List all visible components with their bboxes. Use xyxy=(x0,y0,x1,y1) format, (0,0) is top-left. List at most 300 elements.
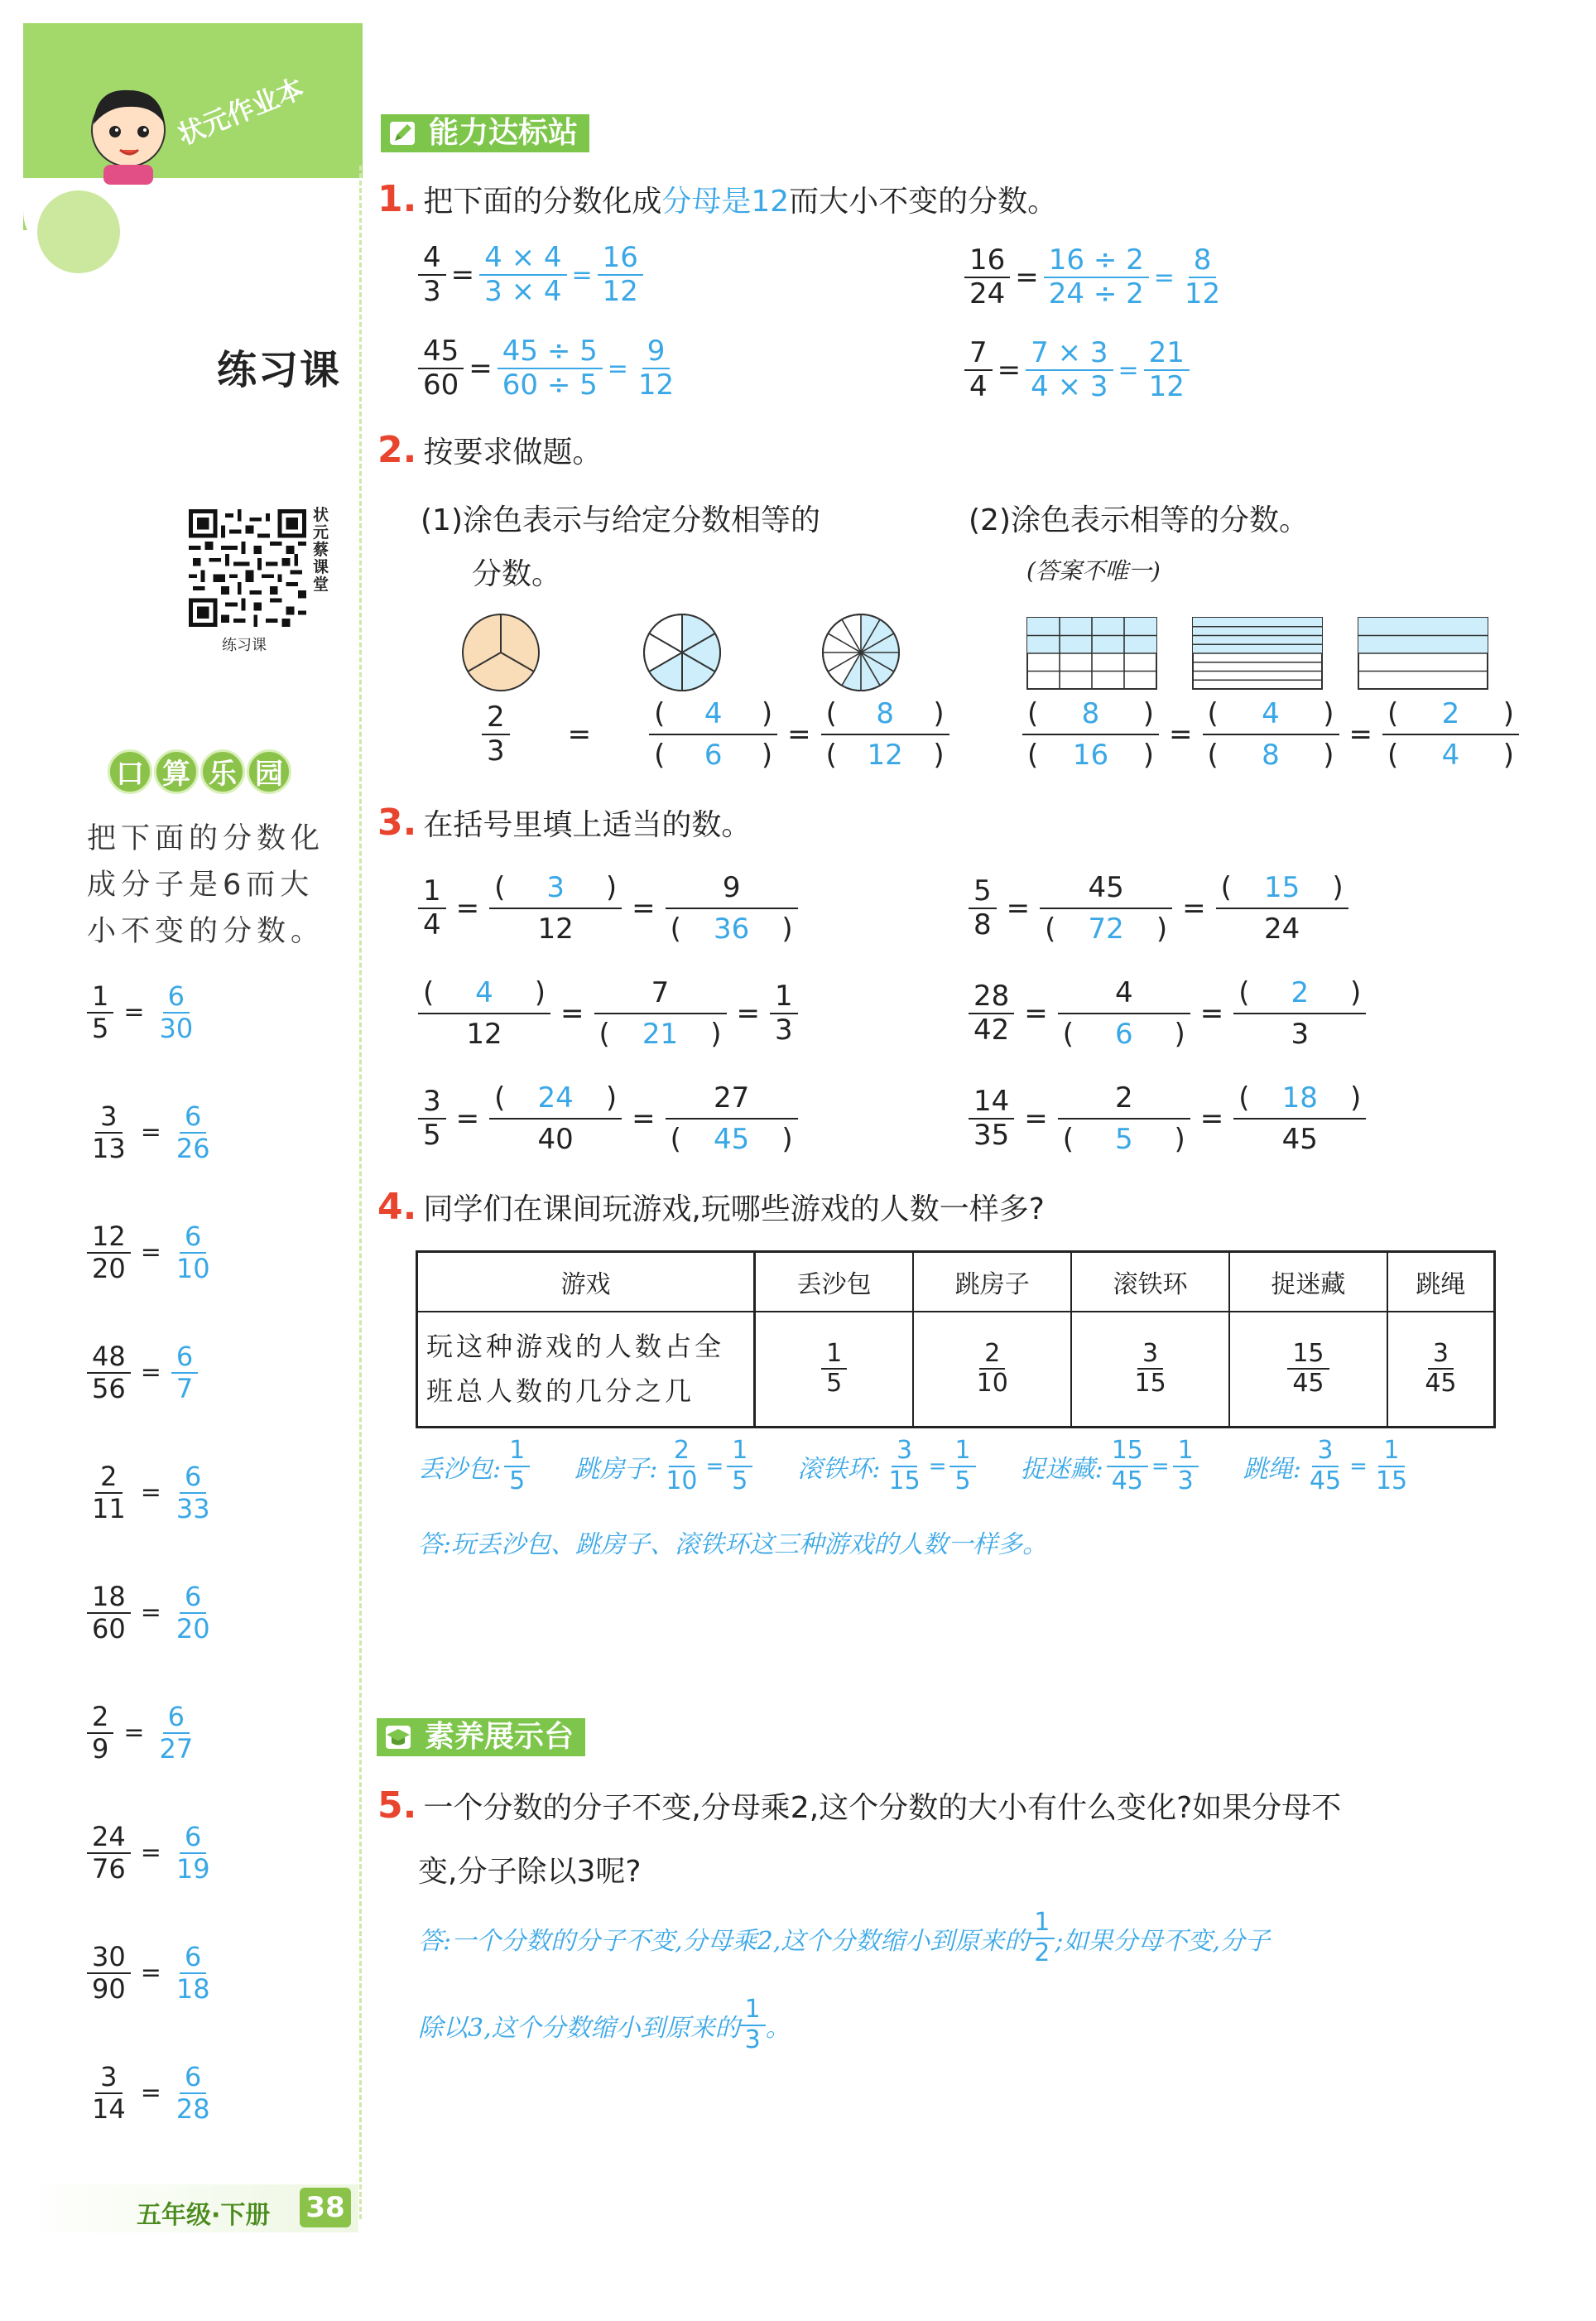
q2-answer-fraction: ( 2 ) ( 4 ) xyxy=(1382,694,1519,775)
equals-sign: = xyxy=(140,1118,161,1148)
equals-sign: = xyxy=(571,260,593,290)
corner-circle xyxy=(37,190,120,273)
fraction-numerator: 8 xyxy=(1189,244,1217,278)
fraction-numerator: 21 xyxy=(1144,337,1190,371)
fraction xyxy=(964,244,1010,311)
fraction-denominator: 4 xyxy=(969,370,988,404)
fraction-denominator: 7 xyxy=(175,1372,194,1404)
q3-item xyxy=(418,1078,798,1159)
table-cell xyxy=(1071,1312,1229,1428)
equals-sign: = xyxy=(1199,1102,1224,1136)
fraction-numerator: 18 xyxy=(87,1582,131,1614)
fraction-denominator: 5 xyxy=(954,1466,971,1495)
fraction-numerator: 1 xyxy=(1029,1909,1055,1939)
given-value: 9 xyxy=(722,871,741,904)
work-label: 跳绳: xyxy=(1243,1454,1301,1484)
equals-sign: = xyxy=(140,1598,161,1628)
fraction xyxy=(479,242,566,308)
fraction xyxy=(1305,1437,1346,1495)
paren-fraction: ( 15 ) 24 xyxy=(1216,868,1348,949)
answer-denominator: 16 xyxy=(1072,739,1109,773)
fraction-numerator: 14 xyxy=(969,1086,1014,1120)
fraction xyxy=(1180,244,1225,311)
fraction-denominator: 26 xyxy=(175,1132,210,1164)
fraction-numerator: 4 xyxy=(418,242,446,276)
q1-text-b: 而大小不变的分数。 xyxy=(789,185,1058,219)
q1-number: 1. xyxy=(377,178,417,220)
fraction-denominator: 35 xyxy=(973,1119,1010,1153)
answer-fraction xyxy=(740,1996,766,2054)
q2-answer-fraction: ( 8 ) ( 16 ) xyxy=(1022,694,1159,775)
answer-numerator: 8 xyxy=(876,697,894,730)
fraction-numerator: 24 xyxy=(87,1822,131,1854)
equals-sign: = xyxy=(140,1838,161,1868)
paren-fraction: ( 2 ) 3 xyxy=(1233,973,1366,1054)
fraction xyxy=(171,1942,215,2005)
q4-work-item xyxy=(574,1437,752,1495)
fraction-denominator: 12 xyxy=(637,368,675,402)
fraction xyxy=(418,242,446,308)
q3-item xyxy=(418,973,798,1054)
games-table xyxy=(416,1250,1496,1428)
q2-part1-line1: (1)涂色表示与给定分数相等的 xyxy=(421,503,820,537)
q2-given-row xyxy=(482,694,949,775)
q2-part2-row xyxy=(1022,694,1519,775)
fraction-numerator: 6 xyxy=(180,1461,206,1494)
fraction-denominator: 3 xyxy=(744,2025,761,2054)
calc-item xyxy=(87,1101,215,1164)
graduation-cap-icon xyxy=(383,1723,413,1751)
answer-value: 6 xyxy=(1114,1018,1133,1052)
paren-fraction: ( 18 ) 45 xyxy=(1233,1078,1366,1159)
fraction-numerator: 28 xyxy=(969,980,1014,1014)
fraction xyxy=(504,1437,530,1495)
q3-text: 在括号里填上适当的数。 xyxy=(423,808,752,842)
fraction-numerator: 15 xyxy=(1287,1340,1329,1370)
fraction-numerator: 2 xyxy=(87,1702,113,1734)
fraction-numerator: 6 xyxy=(163,1702,190,1734)
fraction-numerator: 1 xyxy=(418,875,446,909)
equals-sign: = xyxy=(997,354,1022,388)
calc-instruction: 把下面的分数化成分子是6而大小不变的分数。 xyxy=(87,822,325,948)
fraction-numerator: 48 xyxy=(87,1341,131,1374)
paren-fraction: 27 ( 45 ) xyxy=(666,1078,798,1159)
answer-value: 45 xyxy=(714,1123,750,1157)
fraction-denominator: 24 xyxy=(969,277,1006,311)
calc-item xyxy=(87,1461,215,1524)
row-label-line: 班总人数的几分之几 xyxy=(426,1375,695,1408)
paren-fraction: 45 ( 72 ) xyxy=(1040,868,1172,949)
brand-title: 状元作业本 xyxy=(173,72,309,152)
fraction-denominator: 12 xyxy=(602,275,638,309)
work-label: 滚铁环: xyxy=(797,1454,881,1484)
equals-sign: = xyxy=(928,1453,947,1479)
paren-fraction: ( 24 ) 40 xyxy=(489,1078,622,1159)
fraction-denominator: 24 ÷ 2 xyxy=(1048,277,1144,311)
calc-item xyxy=(87,1822,215,1885)
answer-text: 除以3,这个分数缩小到原来的 xyxy=(418,2013,740,2043)
fraction-denominator: 3 × 4 xyxy=(484,275,562,309)
calc-item xyxy=(87,2062,215,2125)
footer-grade: 五年级·下册 xyxy=(137,2201,271,2230)
fraction xyxy=(171,1221,215,1284)
answer-denominator: 12 xyxy=(867,739,903,773)
given-value: 12 xyxy=(537,913,574,946)
fraction-numerator: 6 xyxy=(180,1101,206,1134)
answer-denominator: 4 xyxy=(1441,739,1460,773)
fraction-denominator: 3 xyxy=(775,1014,793,1047)
qr-side-label: 状元蔡课堂 xyxy=(313,506,329,594)
calc-item xyxy=(87,1702,198,1765)
equals-sign: = xyxy=(140,1958,161,1988)
fraction-denominator: 27 xyxy=(159,1732,194,1765)
answer-value: 24 xyxy=(537,1081,574,1115)
bar-eighths xyxy=(1192,617,1323,690)
table-header-cell: 跳房子 xyxy=(913,1252,1071,1312)
pie-thirds xyxy=(459,611,542,694)
table-header-row xyxy=(417,1252,1495,1312)
fraction xyxy=(1371,1437,1412,1495)
equals-sign: = xyxy=(1151,1453,1170,1479)
q5-answer-line1 xyxy=(418,1909,1270,1967)
fraction-denominator: 60 xyxy=(423,368,459,402)
q4-work xyxy=(418,1437,1412,1495)
fraction-numerator: 6 xyxy=(171,1341,198,1374)
fraction-numerator: 16 xyxy=(598,242,643,276)
fraction xyxy=(87,1221,131,1284)
table-cell xyxy=(1387,1312,1495,1428)
fraction-denominator: 3 xyxy=(423,275,441,309)
fraction-denominator: 9 xyxy=(92,1732,109,1765)
fraction xyxy=(1044,244,1149,311)
fraction xyxy=(87,1101,131,1164)
fraction-denominator: 90 xyxy=(92,1972,126,2005)
q2-part2: (2)涂色表示相等的分数。 xyxy=(969,503,1309,537)
work-label: 捉迷藏: xyxy=(1020,1454,1103,1484)
fraction xyxy=(633,335,679,402)
fraction-denominator: 30 xyxy=(159,1012,194,1044)
fraction-numerator: 6 xyxy=(163,981,190,1014)
fraction-numerator: 2 xyxy=(669,1437,695,1467)
table-header-cell: 捉迷藏 xyxy=(1229,1252,1387,1312)
fraction-denominator: 33 xyxy=(175,1492,210,1524)
calc-badge-char: 乐 xyxy=(200,749,245,794)
fraction xyxy=(87,1942,131,2005)
fraction xyxy=(87,1582,131,1644)
fraction-denominator: 3 xyxy=(1177,1466,1194,1495)
q1-prompt xyxy=(377,178,1057,220)
q4-prompt xyxy=(377,1186,1045,1228)
fraction-denominator: 14 xyxy=(92,2092,126,2125)
q4-text: 同学们在课间玩游戏,玩哪些游戏的人数一样多? xyxy=(423,1192,1045,1226)
fraction-denominator: 8 xyxy=(973,908,992,942)
fraction-denominator: 45 xyxy=(1309,1466,1342,1495)
q1-text-a: 把下面的分数化成 xyxy=(423,185,662,219)
calc-badge xyxy=(108,749,291,799)
fraction-denominator: 11 xyxy=(92,1492,126,1524)
fraction-numerator: 5 xyxy=(969,875,997,909)
fraction xyxy=(498,335,603,402)
fraction-denominator: 45 xyxy=(1425,1369,1457,1399)
equals-sign: = xyxy=(632,1102,656,1136)
fraction-numerator: 1 xyxy=(949,1437,975,1467)
q4-work-item xyxy=(797,1437,975,1495)
calc-item xyxy=(87,1221,215,1284)
answer-text: ;如果分母不变,分子 xyxy=(1055,1926,1271,1956)
fraction-denominator: 5 xyxy=(826,1369,843,1399)
q4-answer: 答:玩丢沙包、跳房子、滚铁环这三种游戏的人数一样多。 xyxy=(418,1530,1048,1559)
work-label: 跳房子: xyxy=(574,1454,658,1484)
fraction-denominator: 60 xyxy=(92,1612,126,1644)
answer-value: 72 xyxy=(1088,913,1124,946)
fraction-denominator: 45 xyxy=(1111,1466,1143,1495)
answer-value: 4 xyxy=(475,976,493,1009)
equals-sign: = xyxy=(1006,892,1031,926)
fraction-denominator: 42 xyxy=(973,1014,1010,1047)
answer-value: 18 xyxy=(1281,1081,1318,1115)
equals-sign: = xyxy=(632,892,656,926)
q1-item xyxy=(418,335,679,402)
fraction xyxy=(87,1461,131,1524)
equals-sign: = xyxy=(1118,355,1139,385)
fraction-numerator: 15 xyxy=(1107,1437,1148,1467)
fraction-denominator: 4 xyxy=(423,908,441,942)
table-row xyxy=(417,1312,1495,1428)
answer-denominator: 8 xyxy=(1262,739,1280,773)
answer-numerator: 2 xyxy=(1441,697,1460,730)
fraction xyxy=(155,1702,199,1765)
fraction xyxy=(1107,1437,1148,1495)
q3-number: 3. xyxy=(377,802,417,844)
q3-prompt xyxy=(377,802,751,844)
equals-sign: = xyxy=(123,1718,145,1748)
fraction-numerator: 3 xyxy=(892,1437,917,1467)
paren-fraction: 2 ( 5 ) xyxy=(1058,1078,1190,1159)
fraction-numerator: 3 xyxy=(1312,1437,1338,1467)
fraction-numerator: 1 xyxy=(504,1437,530,1467)
q2-text: 按要求做题。 xyxy=(423,436,603,469)
answer-value: 3 xyxy=(546,871,565,904)
q3-item xyxy=(418,868,798,949)
fraction xyxy=(770,980,798,1047)
q2-answer-fraction: ( 8 ) ( 12 ) xyxy=(821,694,949,775)
fraction xyxy=(171,1101,215,1164)
paren-fraction: 4 ( 6 ) xyxy=(1058,973,1190,1054)
q4-work-item xyxy=(1021,1437,1199,1495)
lesson-title: 练习课 xyxy=(217,347,342,393)
given-value: 4 xyxy=(1114,976,1133,1009)
fraction xyxy=(969,875,997,941)
equals-sign: = xyxy=(567,718,592,752)
fraction-numerator: 6 xyxy=(180,1221,206,1254)
equals-sign: = xyxy=(140,1358,161,1388)
answer-value: 2 xyxy=(1291,976,1310,1009)
fraction xyxy=(87,1822,131,1885)
fraction xyxy=(87,1702,113,1765)
fraction xyxy=(969,980,1014,1047)
fraction-numerator: 3 xyxy=(95,1101,122,1134)
equals-sign: = xyxy=(455,1102,480,1136)
fraction-numerator: 2 xyxy=(482,701,510,735)
fraction-numerator: 12 xyxy=(87,1221,131,1254)
fraction-denominator: 19 xyxy=(175,1852,210,1885)
fraction xyxy=(1173,1437,1199,1495)
fraction-denominator: 18 xyxy=(175,1972,210,2005)
answer-numerator: 4 xyxy=(704,697,723,730)
fraction xyxy=(171,1341,198,1404)
paren-fraction: 7 ( 21 ) xyxy=(594,973,727,1054)
answer-fraction xyxy=(1029,1909,1055,1967)
q5-line2: 变,分子除以3呢? xyxy=(418,1855,642,1889)
equals-sign: = xyxy=(1024,997,1048,1031)
calc-item xyxy=(87,981,198,1044)
answer-value: 15 xyxy=(1264,871,1300,904)
fraction-denominator: 3 xyxy=(487,734,505,768)
section-header-ability xyxy=(381,114,589,152)
equals-sign: = xyxy=(705,1453,724,1479)
equals-sign: = xyxy=(1024,1102,1048,1136)
q4-number: 4. xyxy=(377,1186,417,1228)
equals-sign: = xyxy=(1153,262,1175,292)
equals-sign: = xyxy=(469,352,493,386)
table-cell xyxy=(1229,1312,1387,1428)
equals-sign: = xyxy=(455,892,480,926)
q2-part1-line2: 分数。 xyxy=(472,557,562,591)
fraction-numerator: 2 xyxy=(95,1461,122,1494)
table-row-label xyxy=(417,1312,755,1428)
pie-twelfths xyxy=(820,611,902,694)
fraction xyxy=(964,337,993,403)
fraction-numerator: 45 xyxy=(418,335,464,369)
fraction-denominator: 76 xyxy=(92,1852,126,1885)
q2-part2-note: (答案不唯一) xyxy=(1026,557,1161,585)
fraction-denominator: 20 xyxy=(92,1252,126,1284)
calc-badge-char: 算 xyxy=(154,749,199,794)
fraction-numerator: 6 xyxy=(180,1942,206,1974)
equals-sign: = xyxy=(736,997,760,1031)
q2-answer-fraction: ( 4 ) ( 8 ) xyxy=(1203,694,1339,775)
fraction-numerator: 6 xyxy=(180,1582,206,1614)
fraction xyxy=(1144,337,1190,403)
fraction-numerator: 1 xyxy=(740,1996,766,2026)
given-value: 7 xyxy=(651,976,670,1009)
equals-sign: = xyxy=(140,2078,161,2108)
given-value: 12 xyxy=(466,1018,502,1052)
equals-sign: = xyxy=(1199,997,1224,1031)
table-header-cell: 跳绳 xyxy=(1387,1252,1495,1312)
fraction-numerator: 3 xyxy=(418,1086,446,1120)
fraction-numerator: 1 xyxy=(727,1437,752,1467)
q1-item xyxy=(964,244,1225,311)
fraction-denominator: 5 xyxy=(732,1466,748,1495)
q3-item xyxy=(969,973,1366,1054)
fraction-denominator: 4 × 3 xyxy=(1031,370,1108,404)
fraction-denominator: 12 xyxy=(1184,277,1221,311)
answer-denominator: 6 xyxy=(704,739,723,773)
fraction xyxy=(418,1086,446,1152)
q2-number: 2. xyxy=(377,429,417,471)
table-header-cell: 游戏 xyxy=(417,1252,755,1312)
fraction xyxy=(727,1437,752,1495)
fraction-denominator: 13 xyxy=(92,1132,126,1164)
fraction-numerator: 6 xyxy=(180,1822,206,1854)
answer-value: 36 xyxy=(714,913,750,946)
q5-number: 5. xyxy=(377,1784,417,1827)
calc-item xyxy=(87,1942,215,2005)
fraction-denominator: 56 xyxy=(92,1372,126,1404)
answer-text: 答:一个分数的分子不变,分母乘2,这个分数缩小到原来的 xyxy=(418,1926,1030,1956)
fraction-denominator: 10 xyxy=(976,1369,1008,1399)
fraction-numerator: 1 xyxy=(821,1340,847,1370)
fraction-denominator: 28 xyxy=(175,2092,210,2125)
q5-prompt xyxy=(377,1784,1341,1827)
fraction-denominator: 5 xyxy=(509,1466,526,1495)
equals-sign: = xyxy=(1348,718,1372,752)
fraction-denominator: 15 xyxy=(1134,1369,1166,1399)
table-header-cell: 丢沙包 xyxy=(755,1252,914,1312)
paren-fraction: 9 ( 36 ) xyxy=(666,868,798,949)
table-cell xyxy=(913,1312,1071,1428)
answer-text: 。 xyxy=(765,2013,791,2043)
fraction xyxy=(171,1822,215,1885)
given-value: 3 xyxy=(1291,1018,1310,1052)
given-value: 27 xyxy=(714,1081,750,1115)
fraction-numerator: 1 xyxy=(87,981,113,1014)
fraction xyxy=(884,1437,925,1495)
given-value: 45 xyxy=(1088,871,1124,904)
q1-text-blue: 分母是12 xyxy=(661,185,790,219)
fraction-numerator: 2 xyxy=(979,1340,1005,1370)
equals-sign: = xyxy=(1182,892,1206,926)
paren-fraction: ( 4 ) 12 xyxy=(418,973,550,1054)
fraction-numerator: 3 xyxy=(1137,1340,1163,1370)
fraction-denominator: 2 xyxy=(1034,1938,1050,1967)
equals-sign: = xyxy=(123,998,145,1028)
fraction xyxy=(87,2062,131,2125)
equals-sign: = xyxy=(140,1238,161,1268)
fraction-numerator: 9 xyxy=(642,335,671,369)
fraction xyxy=(598,242,643,308)
calc-badge-char: 园 xyxy=(247,749,291,794)
equals-sign: = xyxy=(787,718,811,752)
fraction-numerator: 3 xyxy=(95,2062,122,2094)
q2-given-fraction xyxy=(482,701,510,768)
section-title: 能力达标站 xyxy=(429,116,579,150)
q3-item xyxy=(969,868,1348,949)
fraction-denominator: 60 ÷ 5 xyxy=(502,368,598,402)
answer-value: 21 xyxy=(642,1018,679,1052)
fraction xyxy=(949,1437,975,1495)
calc-item xyxy=(87,1582,215,1644)
fraction-numerator: 6 xyxy=(180,2062,206,2094)
answer-value: 5 xyxy=(1114,1123,1133,1157)
given-value: 2 xyxy=(1114,1081,1133,1115)
fraction-denominator: 15 xyxy=(888,1466,921,1495)
bar-sixteenths xyxy=(1026,617,1157,690)
fraction-denominator: 10 xyxy=(666,1466,698,1495)
equals-sign: = xyxy=(560,997,584,1031)
fraction-numerator: 1 xyxy=(1173,1437,1199,1467)
fraction xyxy=(418,875,446,941)
fraction-numerator: 30 xyxy=(87,1942,131,1974)
answer-numerator: 4 xyxy=(1262,697,1280,730)
section-title: 素养展示台 xyxy=(425,1720,574,1754)
calc-badge-char: 口 xyxy=(108,749,152,794)
qr-code-icon[interactable] xyxy=(189,509,306,627)
given-value: 24 xyxy=(1264,913,1300,946)
table-header-cell: 滚铁环 xyxy=(1071,1252,1229,1312)
given-value: 40 xyxy=(537,1123,574,1157)
